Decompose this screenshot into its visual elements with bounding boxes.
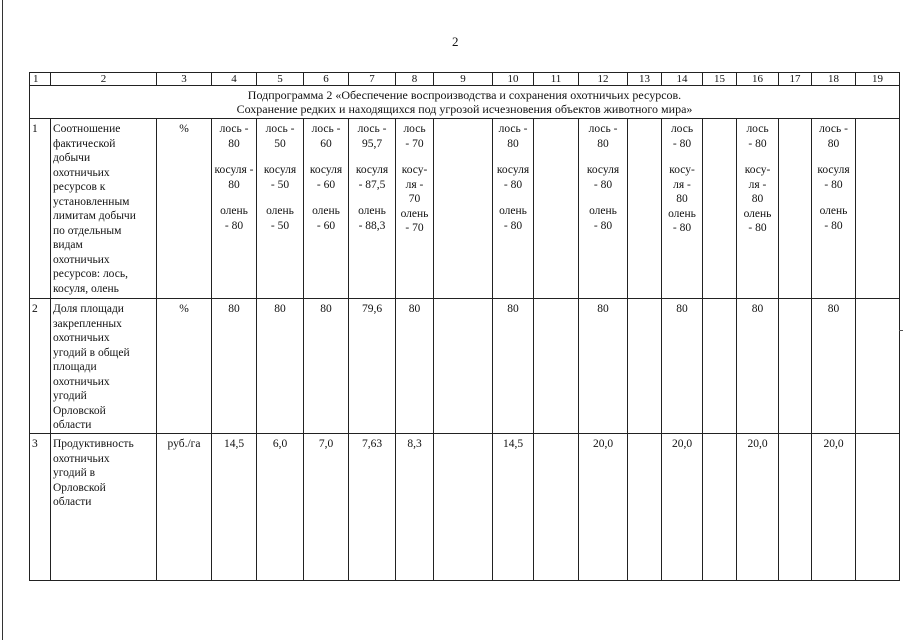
line-gap [739, 151, 776, 163]
value-cell-8 [396, 119, 434, 299]
cell-line: лось - [311, 123, 341, 135]
column-number: 12 [579, 73, 628, 86]
column-number: 15 [703, 73, 737, 86]
value-cell-12 [579, 119, 628, 299]
cell-line: - 88,3 [358, 219, 386, 232]
cell-line: 20,0 [592, 438, 614, 450]
cell-line: охотничьих [53, 166, 110, 179]
cell-line: - 80 [503, 219, 523, 232]
margin-tick [899, 330, 903, 331]
line-gap [814, 192, 853, 204]
cell-line: Соотношение [53, 123, 121, 135]
value-cell-5 [257, 434, 304, 581]
line-gap [306, 151, 346, 163]
cell-line: 95,7 [361, 137, 383, 150]
value-cell-15 [703, 434, 737, 581]
cell-line: 7,63 [361, 438, 383, 450]
cell-line: 80 [507, 137, 519, 150]
cell-line: - 50 [270, 178, 290, 191]
cell-line: косуля - [214, 164, 254, 176]
cell-line: косуля [309, 164, 343, 176]
table-row [30, 299, 900, 434]
table-row [30, 119, 900, 299]
row-number: 2 [30, 299, 51, 434]
cell-line: 80 [751, 303, 764, 315]
cell-line: площади [53, 361, 97, 373]
cell-line: лось - [219, 123, 249, 135]
cell-line: - 80 [748, 222, 767, 234]
cell-line: 20,0 [747, 438, 768, 450]
cell-line: олень [499, 205, 527, 217]
value-cell-10 [493, 299, 534, 434]
cell-line: 8,3 [407, 438, 422, 450]
cell-line: косу- [401, 164, 428, 176]
cell-line: лимитам добычи [53, 210, 136, 222]
column-number: 5 [257, 73, 304, 86]
value-cell-6 [304, 119, 349, 299]
cell-line: закрепленных [53, 317, 122, 330]
value-cell-14 [662, 299, 703, 434]
indicator-name [51, 299, 157, 434]
cell-line: 80 [676, 193, 688, 205]
cell-line: лось - [265, 123, 295, 135]
cell-line: лось [403, 123, 426, 135]
cell-line: 80 [408, 303, 421, 315]
column-number: 14 [662, 73, 703, 86]
cell-line: 80 [597, 303, 609, 315]
column-number: 3 [157, 73, 212, 86]
cell-line: - 80 [672, 137, 692, 150]
cell-line: косуля [355, 164, 389, 176]
value-cell-18 [812, 434, 856, 581]
cell-line: 80 [751, 193, 764, 205]
value-cell-9 [434, 434, 493, 581]
cell-line: 80 [597, 137, 609, 150]
cell-line: - 80 [503, 178, 523, 191]
cell-line: 14,5 [502, 438, 524, 450]
line-gap [495, 192, 531, 204]
value-cell-14 [662, 119, 703, 299]
column-number: 13 [628, 73, 662, 86]
cell-line: косу- [744, 164, 771, 176]
page-number: 2 [452, 34, 459, 49]
cell-line: 6,0 [272, 438, 288, 450]
row-number: 1 [30, 119, 51, 299]
cell-line: видам [53, 239, 83, 251]
row-number: 3 [30, 434, 51, 581]
cell-line: - 80 [748, 137, 767, 150]
table-row [30, 434, 900, 581]
cell-line: - 70 [405, 222, 424, 234]
cell-line: 7,0 [318, 438, 334, 450]
cell-line: 80 [228, 303, 240, 315]
cell-line: угодий в [53, 467, 96, 479]
cell-line: - 50 [270, 219, 290, 232]
column-number: 2 [51, 73, 157, 86]
cell-line: - 60 [316, 219, 336, 232]
cell-line: - 60 [316, 178, 336, 191]
value-cell-10 [493, 434, 534, 581]
cell-line: олень [400, 207, 429, 220]
value-cell-10 [493, 119, 534, 299]
cell-line: олень [743, 207, 772, 220]
value-cell-11 [534, 299, 579, 434]
cell-line: 79,6 [361, 303, 383, 315]
value-cell-8 [396, 299, 434, 434]
value-cell-19 [856, 299, 900, 434]
value-cell-8 [396, 434, 434, 581]
cell-line: 80 [827, 303, 840, 315]
value-cell-14 [662, 434, 703, 581]
cell-line: косуля [586, 164, 620, 176]
value-cell-12 [579, 299, 628, 434]
cell-line: ресурсов: лось, [53, 268, 128, 280]
value-cell-18 [812, 119, 856, 299]
value-cell-13 [628, 299, 662, 434]
cell-line: ресурсов к [53, 181, 106, 193]
cell-line: по отдельным [53, 224, 122, 237]
cell-line: косуля, олень [53, 282, 119, 295]
unit-cell: % [157, 119, 212, 299]
value-cell-11 [534, 434, 579, 581]
cell-line: Доля площади [53, 303, 124, 315]
value-cell-9 [434, 299, 493, 434]
cell-line: 80 [228, 178, 240, 191]
value-cell-7 [349, 434, 396, 581]
column-number: 18 [812, 73, 856, 86]
line-gap [495, 151, 531, 163]
cell-line: 80 [274, 303, 286, 315]
cell-line: лось - [588, 123, 618, 135]
cell-line: косуля [496, 164, 530, 176]
column-number: 7 [349, 73, 396, 86]
cell-line: охотничьих [53, 253, 110, 266]
value-cell-4 [212, 299, 257, 434]
cell-line: 80 [507, 303, 519, 315]
cell-line: охотничьих [53, 332, 110, 344]
line-gap [814, 151, 853, 163]
value-cell-13 [628, 434, 662, 581]
column-number: 11 [534, 73, 579, 86]
cell-line: охотничьих [53, 375, 110, 388]
cell-line: косу- [669, 164, 695, 176]
value-cell-6 [304, 299, 349, 434]
cell-line: 60 [320, 137, 332, 150]
value-cell-16 [737, 119, 779, 299]
subprogram-title [30, 86, 900, 119]
cell-line: Орловской [53, 481, 106, 494]
cell-line: 50 [274, 137, 286, 150]
line-gap [664, 151, 700, 163]
cell-line: - 80 [824, 178, 843, 191]
cell-line: лось - [498, 123, 528, 135]
cell-line: лось - [357, 123, 387, 135]
cell-line: угодий в общей [53, 346, 130, 359]
value-cell-6 [304, 434, 349, 581]
line-gap [351, 151, 393, 163]
cell-line: 70 [408, 193, 421, 205]
cell-line: 80 [676, 303, 688, 315]
cell-line: - 87,5 [358, 178, 386, 191]
cell-line: 80 [827, 137, 840, 150]
value-cell-9 [434, 119, 493, 299]
cell-line: 20,0 [671, 438, 693, 450]
value-cell-16 [737, 434, 779, 581]
column-numbers-row [30, 73, 900, 86]
cell-line: Продуктивность [53, 438, 134, 450]
value-cell-17 [779, 299, 812, 434]
unit-cell: % [157, 299, 212, 434]
column-number: 8 [396, 73, 434, 86]
cell-line: олень [589, 205, 617, 217]
value-cell-18 [812, 299, 856, 434]
value-cell-16 [737, 299, 779, 434]
value-cell-19 [856, 119, 900, 299]
line-gap [259, 192, 301, 204]
cell-line: олень [220, 205, 248, 217]
cell-line: олень [358, 205, 386, 217]
cell-line: - 70 [405, 137, 424, 150]
value-cell-5 [257, 299, 304, 434]
column-number: 6 [304, 73, 349, 86]
column-number: 17 [779, 73, 812, 86]
line-gap [214, 192, 254, 204]
indicator-name [51, 434, 157, 581]
cell-line: 14,5 [223, 438, 245, 450]
cell-line: 80 [320, 303, 332, 315]
column-number: 16 [737, 73, 779, 86]
value-cell-5 [257, 119, 304, 299]
cell-line: олень [819, 205, 848, 217]
value-cell-19 [856, 434, 900, 581]
cell-line: добычи [53, 152, 91, 164]
cell-line: области [53, 419, 92, 431]
subprogram-header-row [30, 86, 900, 119]
cell-line: угодий [53, 390, 87, 402]
indicator-name [51, 119, 157, 299]
line-gap [214, 151, 254, 163]
value-cell-7 [349, 299, 396, 434]
cell-line: лось - [819, 123, 848, 135]
value-cell-4 [212, 119, 257, 299]
unit-cell: руб./га [157, 434, 212, 581]
subprogram-title-line: Подпрограмма 2 «Обеспечение воспроизводства и сохранения охотничьих ресурсов. [247, 88, 682, 102]
subprogram-title-line: Сохранение редких и находящихся под угрозой исчезновения объектов животного мира» [236, 102, 693, 116]
column-number: 1 [30, 73, 51, 86]
value-cell-17 [779, 119, 812, 299]
column-number: 4 [212, 73, 257, 86]
value-cell-7 [349, 119, 396, 299]
line-gap [581, 151, 625, 163]
line-gap [306, 192, 346, 204]
cell-line: лось [746, 123, 769, 135]
cell-line: - 80 [224, 219, 244, 232]
cell-line: олень [312, 205, 340, 217]
cell-line: олень [266, 205, 294, 217]
cell-line: - 80 [672, 222, 692, 234]
cell-line: - 80 [824, 219, 843, 232]
cell-line: Орловской [53, 404, 106, 417]
value-cell-4 [212, 434, 257, 581]
cell-line: косуля [817, 164, 850, 176]
cell-line: - 80 [593, 178, 613, 191]
page-left-border [2, 0, 3, 640]
value-cell-15 [703, 299, 737, 434]
line-gap [351, 192, 393, 204]
indicators-table [29, 72, 900, 581]
column-number: 10 [493, 73, 534, 86]
cell-line: установленным [53, 195, 130, 208]
cell-line: фактической [53, 137, 116, 150]
value-cell-12 [579, 434, 628, 581]
cell-line: олень [668, 207, 696, 220]
value-cell-17 [779, 434, 812, 581]
cell-line: 80 [228, 137, 240, 150]
cell-line: 20,0 [823, 438, 844, 450]
cell-line: лось [670, 123, 694, 135]
cell-line: ля - [748, 178, 767, 191]
cell-line: - 80 [593, 219, 613, 232]
line-gap [581, 192, 625, 204]
value-cell-11 [534, 119, 579, 299]
cell-line: охотничьих [53, 452, 110, 465]
cell-line: ля - [673, 178, 691, 191]
value-cell-15 [703, 119, 737, 299]
cell-line: ля - [405, 178, 424, 191]
column-number: 9 [434, 73, 493, 86]
cell-line: косуля [263, 164, 297, 176]
cell-line: области [53, 496, 92, 508]
line-gap [398, 151, 431, 163]
value-cell-13 [628, 119, 662, 299]
line-gap [259, 151, 301, 163]
column-number: 19 [856, 73, 900, 86]
